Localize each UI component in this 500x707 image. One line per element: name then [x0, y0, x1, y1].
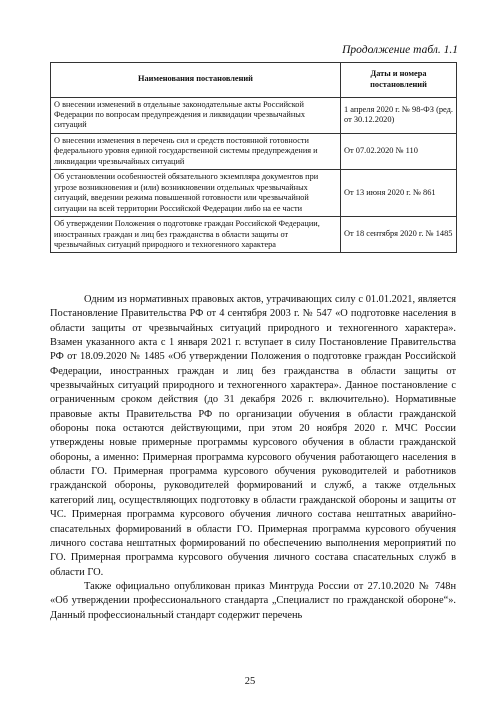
- regulation-title: Об установлении особенностей обязательного экземпляра документов при угрозе возникновения и (или) возникновении отдельных чрезвычайных ситуаций, введении режима повышенной готовности или чрезвычайной ситуации на всей территории Российской Федерации либо на ее части: [51, 170, 341, 217]
- regulation-date: От 18 сентября 2020 г. № 1485: [341, 217, 457, 253]
- table-caption: Продолжение табл. 1.1: [342, 44, 458, 56]
- regulation-title: О внесении изменения в перечень сил и средств постоянной готовности федерального уровня единой государственной системы предупреждения и ликвидации чрезвычайных ситуаций: [51, 133, 341, 169]
- regulation-date: 1 апреля 2020 г. № 98-ФЗ (ред. от 30.12.2020): [341, 97, 457, 133]
- page-number: 25: [244, 676, 256, 687]
- header-date: Даты и номера постановлений: [341, 63, 457, 98]
- body-text: [50, 293, 456, 623]
- table-row: [51, 170, 457, 217]
- header-title: Наименования постановлений: [51, 63, 341, 98]
- paragraph: Также официально опубликован приказ Минтруда России от 27.10.2020 № 748н «Об утверждении профессионального стандарта „Специалист по гражданской обороне“». Данный профессиональный стандарт содержит перечень: [50, 580, 456, 621]
- regulation-title: О внесении изменений в отдельные законодательные акты Российской Федерации по вопросам предупреждения и ликвидации чрезвычайных ситуаций: [51, 97, 341, 133]
- regulation-date: От 07.02.2020 № 110: [341, 133, 457, 169]
- paragraph: Одним из нормативных правовых актов, утрачивающих силу с 01.01.2021, является Постановление Правительства РФ от 4 сентября 2003 г. № 547 «О подготовке населения в области защиты от чрезвычайных ситуаций природного и техногенного характера». Взамен указанного акта с 1 января 2021 г. вступает в силу Постановление Правительства РФ от 18.09.2020 № 1485 «Об утверждении Положения о подготовке граждан Российской Федерации, иностранных граждан и лиц без гражданства в области защиты от чрезвычайных ситуаций природного и техногенного характера». Данное постановление с ограниченным сроком действия (до 31 декабря 2026 г. включительно). Нормативные правовые акты Правительства РФ по организации обучения в области гражданской обороны пока остаются действующими, при этом 20 ноября 2020 г. МЧС России утверждены новые примерные программы курсового обучения в области гражданской обороны, а именно: Примерная программа курсового обучения работающего населения в области ГО. Примерная программа курсового обучения руководителей и работников гражданской обороны, руководителей формирований и служб, а также отдельных категорий лиц, осуществляющих подготовку в области гражданской обороны и защиты от ЧС. Примерная программа курсового обучения личного состава нештатных аварийно-спасательных формирований в области ГО. Примерная программа курсового обучения личного состава нештатных формирований по обеспечению выполнения мероприятий по ГО. Примерная программа курсового обучения личного состава спасательных служб в области ГО.: [50, 294, 456, 578]
- regulations-table: [50, 62, 457, 253]
- table-row: [51, 133, 457, 169]
- table-row: [51, 97, 457, 133]
- regulation-title: Об утверждении Положения о подготовке граждан Российской Федерации, иностранных граждан и лиц без гражданства в области защиты от чрезвычайных ситуаций природного и техногенного характера: [51, 217, 341, 253]
- table-header-row: [51, 63, 457, 98]
- table-row: [51, 217, 457, 253]
- regulation-date: От 13 июня 2020 г. № 861: [341, 170, 457, 217]
